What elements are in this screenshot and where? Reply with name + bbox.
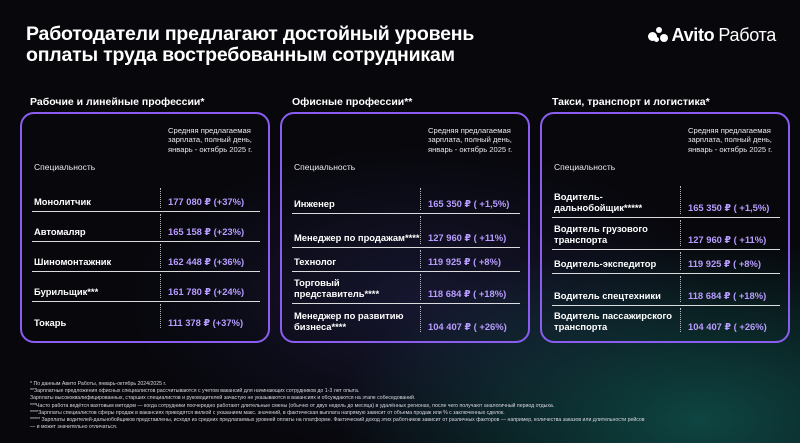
row-specialty: Токарь <box>34 316 67 328</box>
row-salary: 162 448 ₽ (+36%) <box>168 256 245 267</box>
footnote: **Зарплатные предложения офисных специалистов рассчитываются с учетом вакансий для начинающих сотрудников до 1-3 лет опыта. <box>30 388 360 395</box>
table-header <box>542 114 788 184</box>
row-specialty: Менеджер по развитию бизнеса**** <box>294 310 404 332</box>
header-salary: Средняя предлагаемая зарплата, полный день, январь - октябрь 2025 г. <box>688 126 773 154</box>
row-specialty: Водитель-экспедитор <box>554 257 657 269</box>
page-title-line-1: Работодатели предлагают достойный уровень <box>26 23 475 45</box>
row-salary: 127 960 ₽ ( +11%) <box>428 232 507 243</box>
row-specialty: Менеджер по продажам**** <box>294 231 420 243</box>
row-salary: 118 684 ₽ ( +18%) <box>688 290 767 301</box>
table-header <box>22 114 268 184</box>
header-salary: Средняя предлагаемая зарплата, полный день, январь - октябрь 2025 г. <box>168 126 253 154</box>
footnote: ****Зарплаты специалистов сферы продаж в вакансиях приводятся вилкой с указанием макс. значений, в фактическая выплата напрямую зависит от объема продаж или % с заключенных сделок. <box>30 409 505 416</box>
page-title <box>26 24 586 66</box>
table-row <box>292 248 520 272</box>
table-row <box>32 212 260 242</box>
header-specialty: Специальность <box>554 162 616 172</box>
row-salary: 165 158 ₽ (+23%) <box>168 226 245 237</box>
row-specialty: Водитель пассажирского транспорта <box>554 310 673 332</box>
row-specialty: Торговый представитель**** <box>294 277 380 299</box>
row-specialty: Инженер <box>294 197 335 209</box>
table-row <box>552 218 780 250</box>
salary-card-transport <box>540 112 790 343</box>
row-specialty: Технолог <box>294 255 337 267</box>
page-title-line-2: оплаты труда востребованным сотрудникам <box>26 44 455 66</box>
table-row <box>552 184 780 218</box>
table-row <box>552 306 780 336</box>
row-salary: 118 684 ₽ ( +18%) <box>428 288 507 299</box>
column-title-transport: Такси, транспорт и логистика* <box>552 96 710 108</box>
table-row <box>552 274 780 306</box>
row-salary: 165 350 ₽ ( +1,5%) <box>688 202 770 213</box>
table-row <box>32 242 260 272</box>
logo-product: Работа <box>718 24 776 45</box>
footnote: Зарплаты высококвалифицированных, старших специалистов и руководителей зачастую не указываются в вакансиях и обсуждаются на этапе собеседований. <box>30 395 416 402</box>
footnote: — и может значительно отличаться. <box>30 424 118 431</box>
table-row <box>32 302 260 332</box>
column-title-workers: Рабочие и линейные профессии* <box>30 96 205 108</box>
salary-card-workers <box>20 112 270 343</box>
row-salary: 119 925 ₽ ( +8%) <box>428 256 501 267</box>
row-specialty: Водитель спецтехники <box>554 289 661 301</box>
footnotes <box>30 381 790 431</box>
row-salary: 165 350 ₽ ( +1,5%) <box>428 198 510 209</box>
row-specialty: Шиномонтажник <box>34 255 112 267</box>
row-salary: 177 080 ₽ (+37%) <box>168 196 245 207</box>
table-row <box>292 186 520 214</box>
header-salary: Средняя предлагаемая зарплата, полный день, январь - октябрь 2025 г. <box>428 126 513 154</box>
row-specialty: Бурильщик*** <box>34 285 99 297</box>
row-salary: 127 960 ₽ ( +11%) <box>688 234 767 245</box>
footnote: ***Часто работа ведётся вахтовым методом — когда сотрудники поочередно работают длительные смены (обычно от двух недель до месяца) в удалённых регионах, после чего получают аналогичный период отдыха. <box>30 402 555 409</box>
table-row <box>32 186 260 212</box>
header-specialty: Специальность <box>294 162 356 172</box>
table-row <box>292 272 520 304</box>
table-row <box>292 304 520 336</box>
row-salary: 119 925 ₽ ( +8%) <box>688 258 761 269</box>
salary-card-office <box>280 112 530 343</box>
column-title-office: Офисные профессии** <box>292 96 413 108</box>
row-salary: 104 407 ₽ ( +26%) <box>688 321 767 332</box>
logo-brand: Avito <box>671 24 715 45</box>
footnote: * По данным Авито Работы, январь-октябрь 2024/2025 г. <box>30 381 167 387</box>
row-salary: 111 378 ₽ (+37%) <box>168 317 244 328</box>
row-specialty: Водитель грузового транспорта <box>554 223 648 245</box>
header-specialty: Специальность <box>34 162 96 172</box>
footnote: ***** Зарплаты водителей-дальнобойщиков представлены, исходя из средних предлагаемых уровней оплаты на платформе. Фактический доход этих работников зависит от различных факторов — например, количества заказов или длительности рейсов <box>30 417 645 424</box>
table-row <box>552 250 780 274</box>
row-specialty: Монолитчик <box>34 195 91 207</box>
avito-logo <box>648 25 776 45</box>
avito-dots-icon <box>648 26 668 44</box>
table-row <box>292 214 520 248</box>
table-header <box>282 114 528 184</box>
row-specialty: Водитель-дальнобойщик***** <box>554 191 643 213</box>
table-row <box>32 272 260 302</box>
row-specialty: Автомаляр <box>34 225 86 237</box>
row-salary: 104 407 ₽ ( +26%) <box>428 321 507 332</box>
row-salary: 161 780 ₽ (+24%) <box>168 286 245 297</box>
